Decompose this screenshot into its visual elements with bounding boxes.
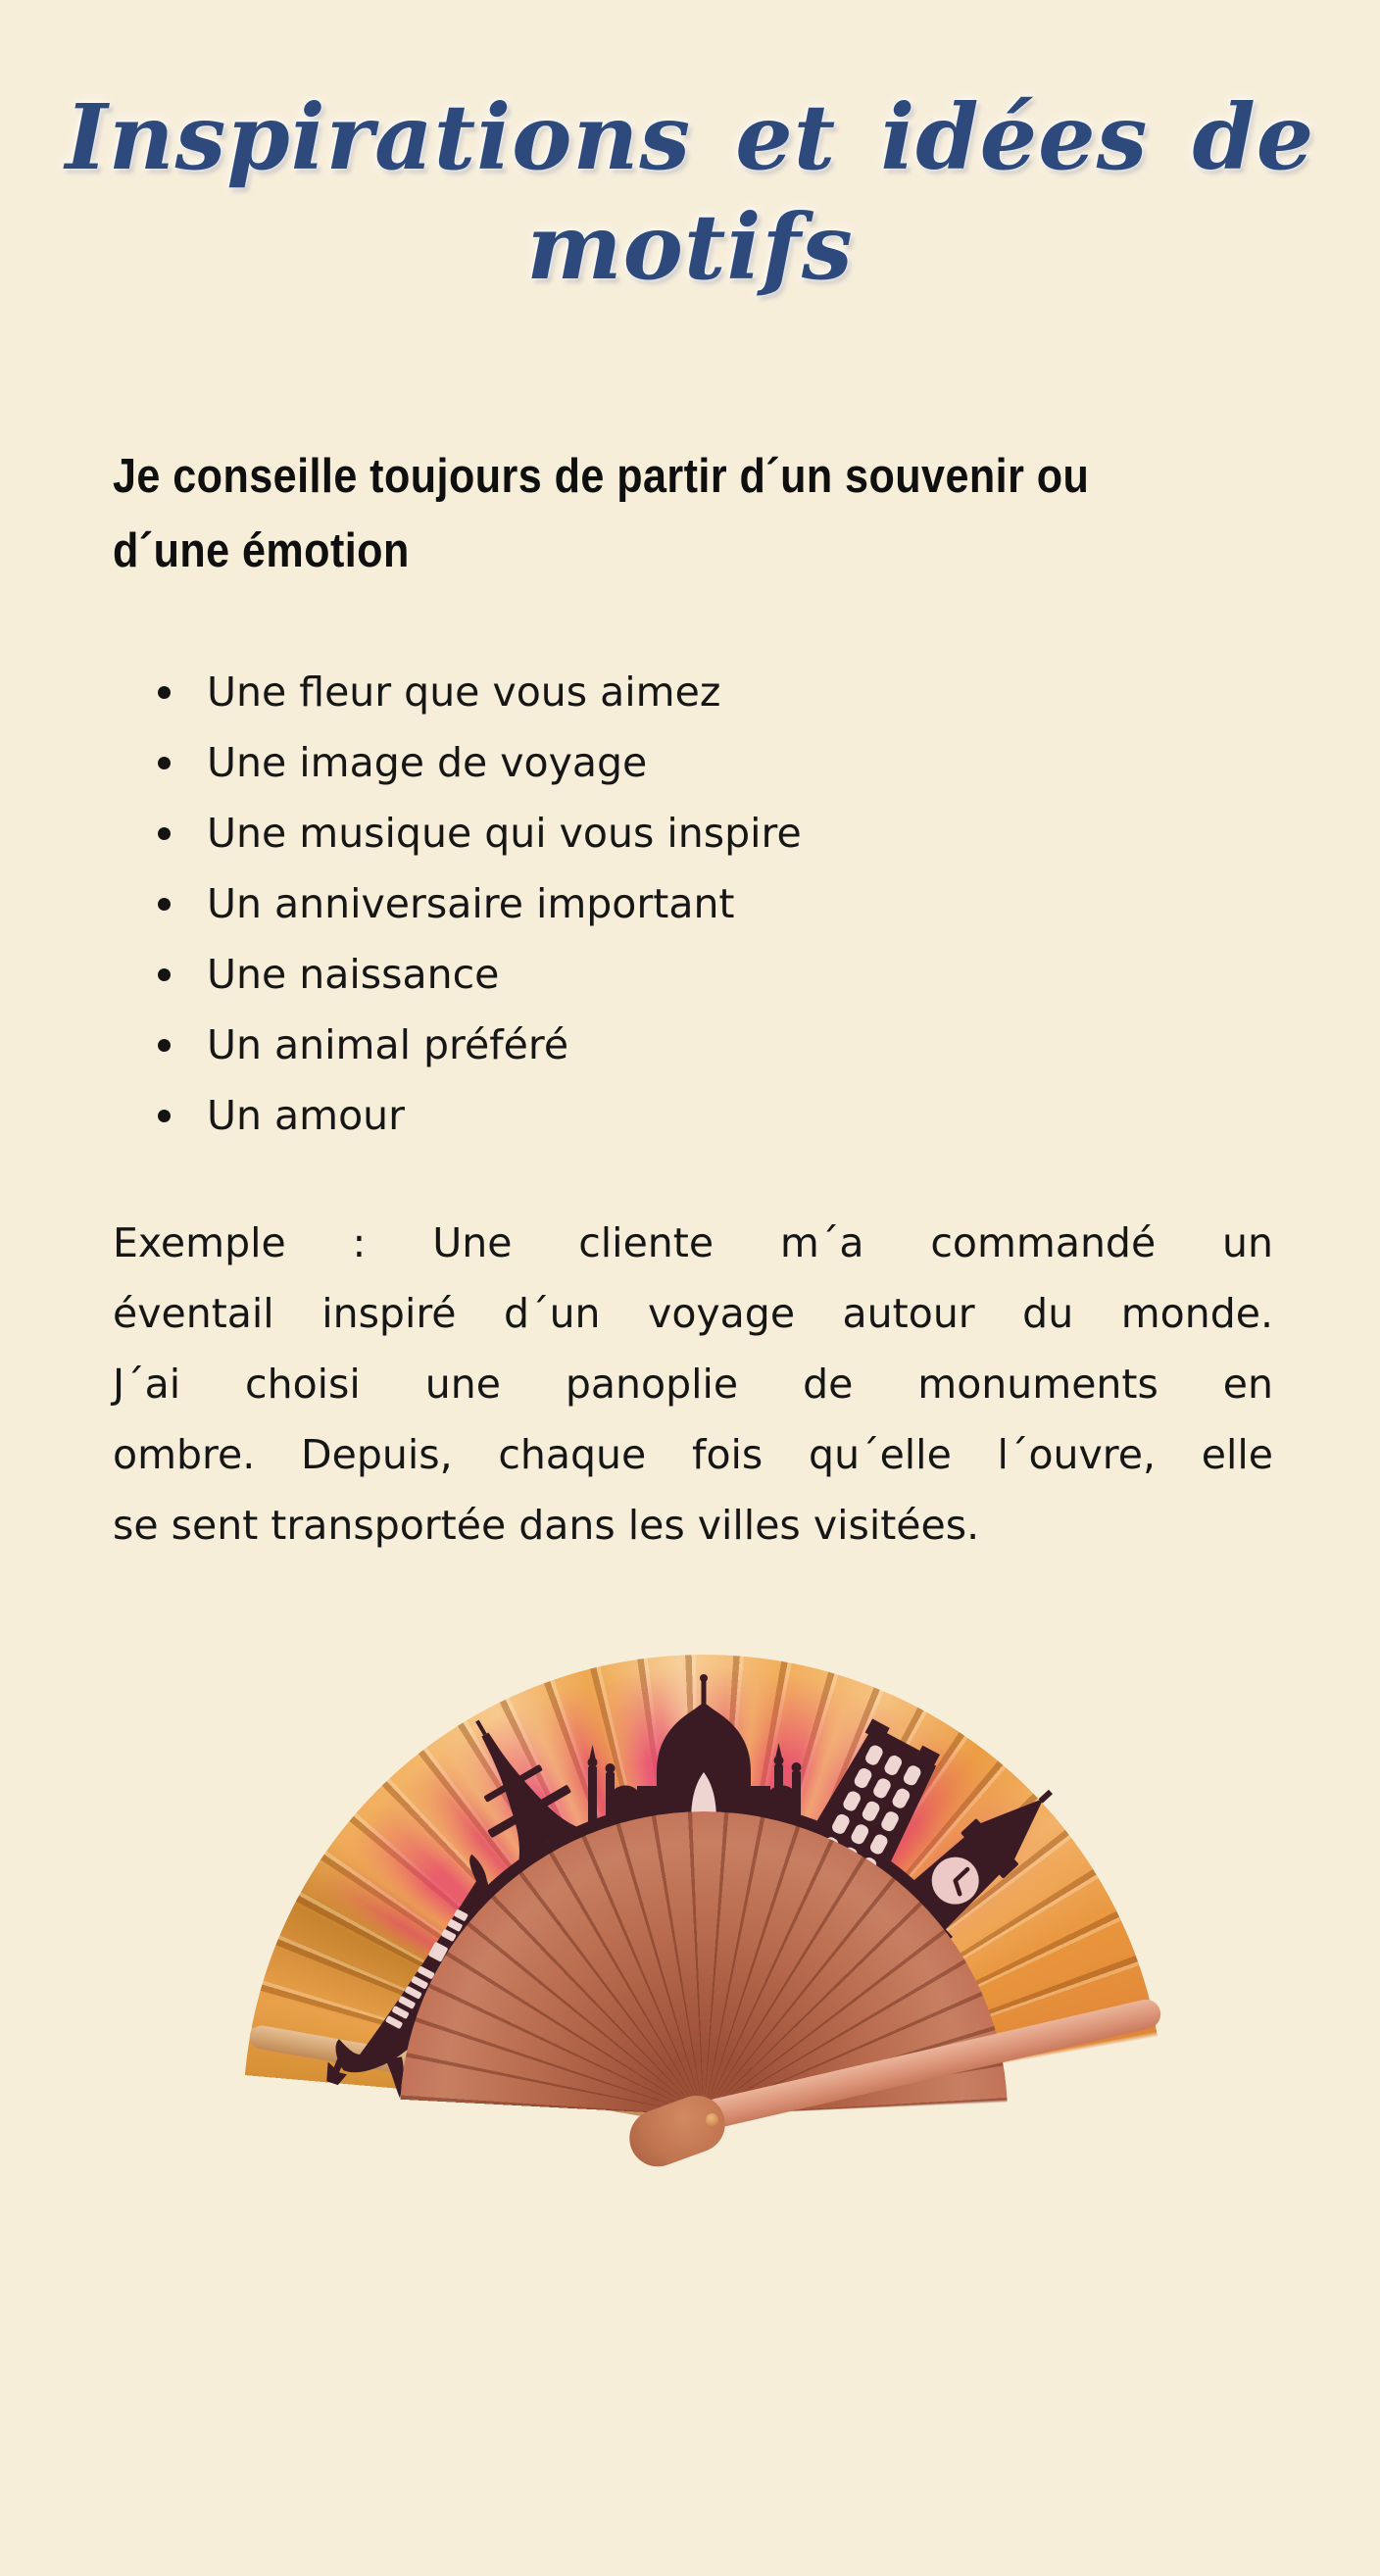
example-line: J´ai choisi une panoplie de monuments en: [113, 1361, 1273, 1408]
bullet-icon: [158, 827, 171, 840]
list-item-label: Une fleur que vous aimez: [207, 669, 721, 716]
bullet-icon: [158, 1110, 171, 1122]
intro-heading-line1: Je conseille toujours de partir d´un souvenir ou: [113, 450, 1090, 503]
bullet-icon: [158, 898, 171, 911]
list-item-label: Un anniversaire important: [207, 880, 735, 927]
example-line: éventail inspiré d´un voyage autour du monde.: [113, 1290, 1273, 1337]
ideas-list: [113, 657, 1191, 1151]
intro-heading: [113, 439, 1182, 588]
list-item: [113, 1080, 1191, 1151]
example-paragraph: [113, 1208, 1273, 1560]
list-item-label: Une image de voyage: [207, 739, 648, 786]
bullet-icon: [158, 968, 171, 981]
bullet-icon: [158, 1039, 171, 1052]
list-item: [113, 657, 1191, 727]
list-item-label: Un amour: [207, 1092, 406, 1139]
list-item-label: Une musique qui vous inspire: [207, 810, 802, 857]
fan-rivet-pin: [706, 2113, 718, 2126]
list-item-label: Une naissance: [207, 951, 500, 998]
example-line: se sent transportée dans les villes visitées.: [113, 1502, 980, 1549]
list-item-label: Un animal préféré: [207, 1021, 569, 1068]
taj-mahal-silhouette: [588, 1674, 802, 1825]
list-item: [113, 868, 1191, 939]
fan-image: [214, 1617, 1194, 2156]
list-item: [113, 939, 1191, 1010]
example-line: Exemple : Une cliente m´a commandé un: [113, 1219, 1273, 1266]
list-item: [113, 727, 1191, 798]
list-item: [113, 1010, 1191, 1080]
bullet-icon: [158, 686, 171, 699]
example-line: ombre. Depuis, chaque fois qu´elle l´ouvre, elle: [113, 1431, 1273, 1478]
page-title-line1: Inspirations et idées de: [65, 84, 1315, 190]
page-title: [0, 82, 1380, 302]
bullet-icon: [158, 757, 171, 769]
page-title-line2: motifs: [526, 194, 854, 300]
list-item: [113, 798, 1191, 868]
intro-heading-line2: d´une émotion: [113, 524, 410, 577]
